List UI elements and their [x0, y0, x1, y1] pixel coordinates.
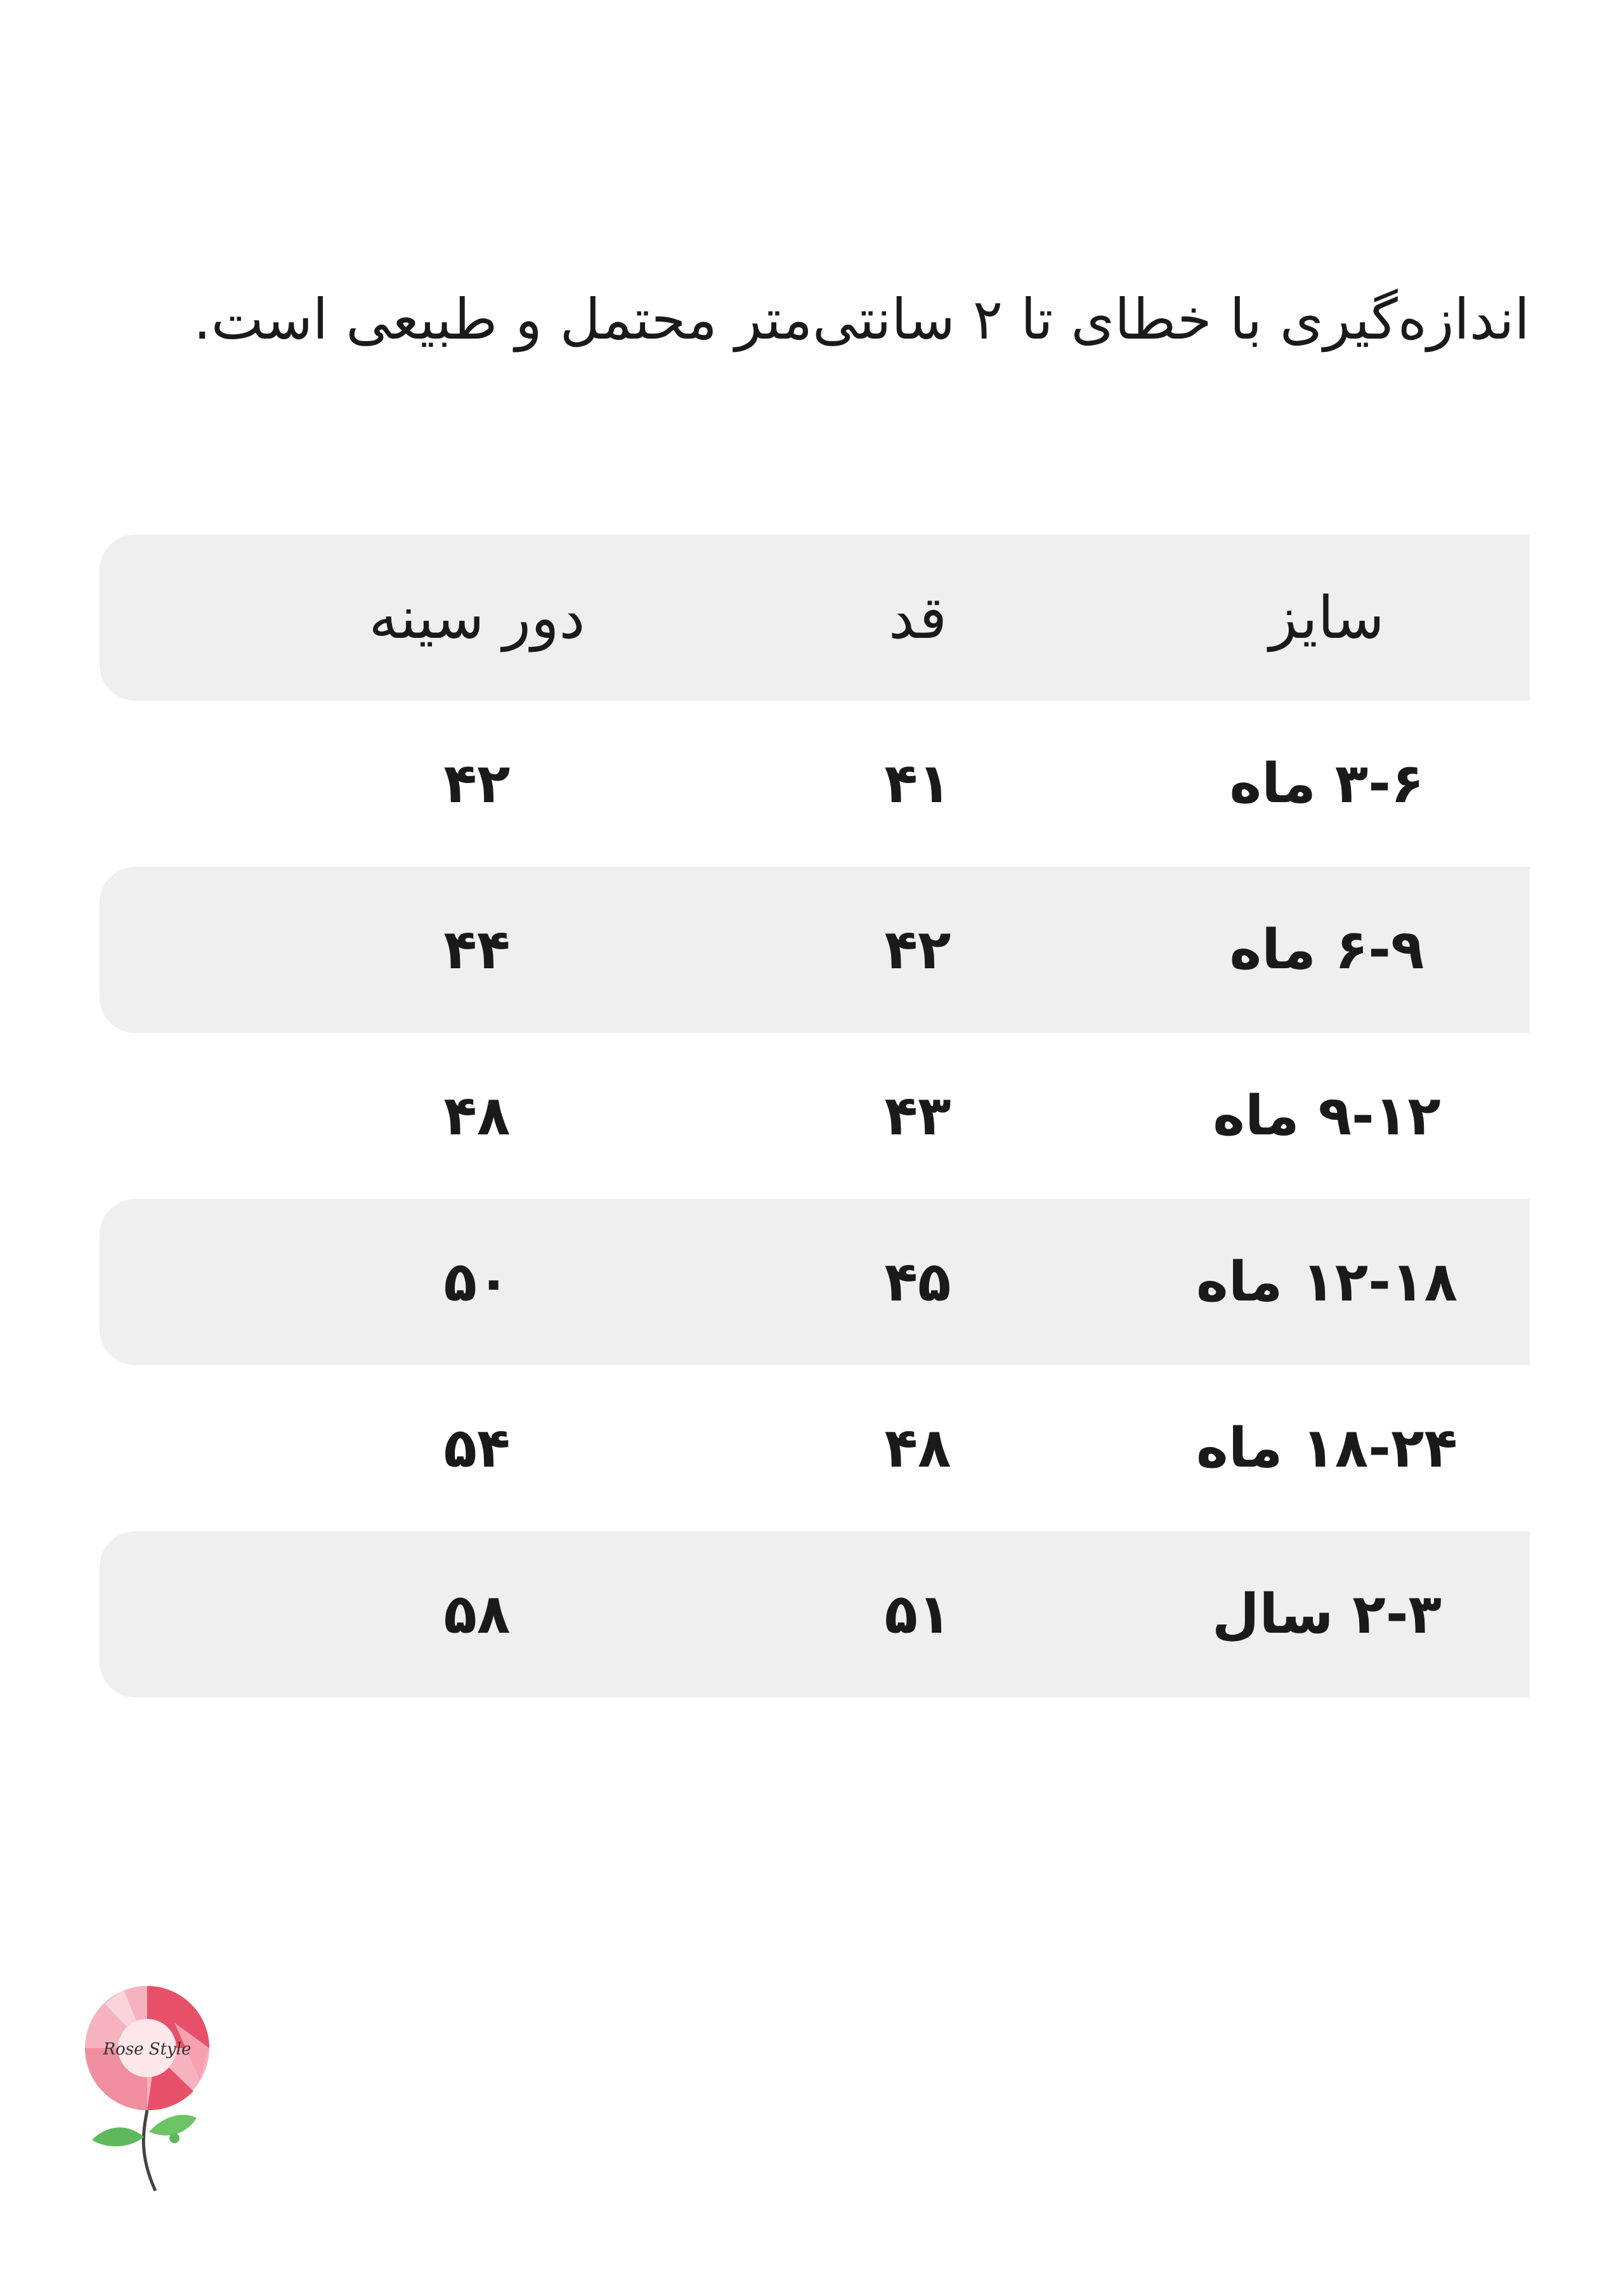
cell-height: ۴۲ — [884, 918, 951, 982]
cell-size: ۹-۱۲ ماه — [1213, 1084, 1441, 1148]
cell-chest: ۴۴ — [443, 918, 511, 982]
cell-height: ۵۱ — [884, 1583, 951, 1646]
cell-height: ۴۸ — [884, 1417, 951, 1480]
cell-chest: ۴۲ — [443, 752, 511, 815]
table-row — [100, 1033, 1530, 1199]
cell-size: ۱۲-۱۸ ماه — [1196, 1250, 1457, 1314]
table-header-row — [100, 535, 1530, 701]
size-table — [100, 535, 1530, 1697]
cell-chest: ۵۴ — [443, 1417, 511, 1480]
cell-size: ۲-۳ سال — [1211, 1583, 1442, 1646]
cell-height: ۴۵ — [884, 1250, 951, 1314]
header-chest: دور سینه — [368, 583, 585, 652]
svg-text:Rose Style: Rose Style — [103, 2040, 192, 2059]
cell-chest: ۵۸ — [443, 1583, 511, 1646]
cell-chest: ۵۰ — [443, 1250, 511, 1314]
table-row — [100, 867, 1530, 1033]
cell-size: ۶-۹ ماه — [1229, 918, 1424, 982]
table-row — [100, 1199, 1530, 1365]
cell-size: ۳-۶ ماه — [1229, 752, 1424, 815]
measurement-note: اندازه‌گیری با خطای تا ۲ سانتی‌متر محتمل و طبیعی است. — [193, 287, 1530, 352]
header-size: سایز — [1269, 583, 1385, 652]
table-row — [100, 701, 1530, 867]
cell-chest: ۴۸ — [443, 1084, 511, 1148]
table-row — [100, 1531, 1530, 1697]
cell-height: ۴۳ — [884, 1084, 951, 1148]
header-height: قد — [888, 583, 948, 652]
cell-height: ۴۱ — [884, 752, 951, 815]
table-row — [100, 1365, 1530, 1531]
rose-logo-icon — [79, 1985, 216, 2194]
cell-size: ۱۸-۲۴ ماه — [1196, 1417, 1457, 1480]
